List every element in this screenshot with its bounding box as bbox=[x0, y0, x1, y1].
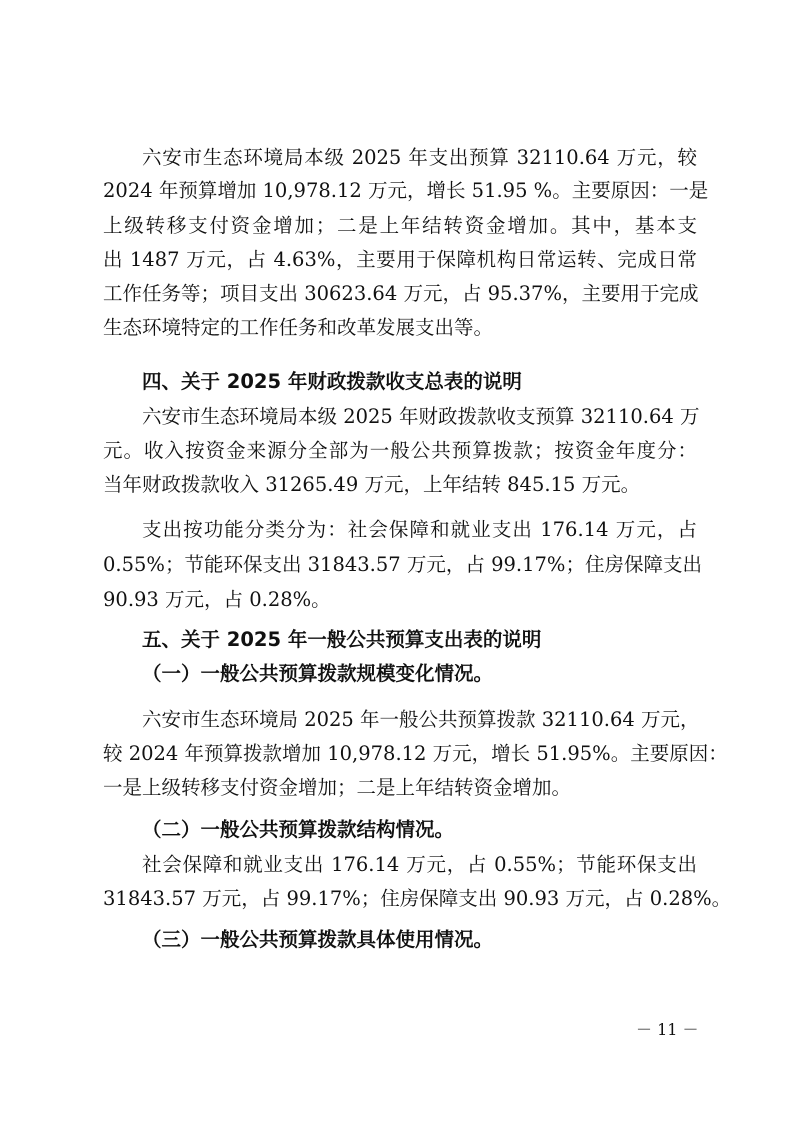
section-5-subheading-3: （三）一般公共预算拨款具体使用情况。 bbox=[142, 928, 494, 951]
section-5-sub-1-line-1: 六安市生态环境局 2025 年一般公共预算拨款 32110.64 万元， bbox=[142, 708, 700, 731]
section-5-sub-1-line-3: 一是上级转移支付资金增加；二是上年结转资金增加。 bbox=[103, 776, 572, 799]
paragraph-1-line-1: 六安市生态环境局本级 2025 年支出预算 32110.64 万元，较 bbox=[142, 146, 697, 169]
section-5-subheading-2: （二）一般公共预算拨款结构情况。 bbox=[142, 818, 455, 841]
section-5-subheading-1: （一）一般公共预算拨款规模变化情况。 bbox=[142, 662, 494, 685]
page-number: － 11 － bbox=[636, 1020, 699, 1039]
section-5-heading: 五、关于 2025 年一般公共预算支出表的说明 bbox=[142, 628, 542, 651]
paragraph-1-line-2: 2024 年预算增加 10,978.12 万元，增长 51.95 %。主要原因：一是 bbox=[103, 179, 709, 202]
paragraph-1-line-5: 工作任务等；项目支出 30623.64 万元，占 95.37%，主要用于完成 bbox=[103, 282, 699, 305]
section-5-sub-1-line-2: 较 2024 年预算拨款增加 10,978.12 万元，增长 51.95%。主要原因： bbox=[103, 742, 728, 765]
paragraph-1-line-6: 生态环境特定的工作任务和改革发展支出等。 bbox=[103, 316, 494, 339]
paragraph-1-line-4: 出 1487 万元，占 4.63%，主要用于保障机构日常运转、完成日常 bbox=[103, 248, 697, 271]
section-4-paragraph-1-line-1: 六安市生态环境局本级 2025 年财政拨款收支预算 32110.64 万 bbox=[142, 405, 700, 428]
section-4-paragraph-2-line-3: 90.93 万元，占 0.28%。 bbox=[103, 588, 331, 611]
section-4-paragraph-2-line-2: 0.55%；节能环保支出 31843.57 万元，占 99.17%；住房保障支出 bbox=[103, 553, 702, 576]
section-4-paragraph-1-line-3: 当年财政拨款收入 31265.49 万元，上年结转 845.15 万元。 bbox=[103, 473, 641, 496]
paragraph-1-line-3: 上级转移支付资金增加；二是上年结转资金增加。其中，基本支 bbox=[103, 214, 697, 237]
section-5-sub-2-line-1: 社会保障和就业支出 176.14 万元，占 0.55%；节能环保支出 bbox=[142, 853, 697, 876]
section-4-paragraph-1-line-2: 元。收入按资金来源分全部为一般公共预算拨款；按资金年度分： bbox=[103, 439, 697, 462]
section-4-heading: 四、关于 2025 年财政拨款收支总表的说明 bbox=[142, 370, 522, 393]
section-4-paragraph-2-line-1: 支出按功能分类分为：社会保障和就业支出 176.14 万元，占 bbox=[142, 518, 697, 541]
section-5-sub-2-line-2: 31843.57 万元，占 99.17%；住房保障支出 90.93 万元，占 0.28%。 bbox=[103, 887, 732, 910]
